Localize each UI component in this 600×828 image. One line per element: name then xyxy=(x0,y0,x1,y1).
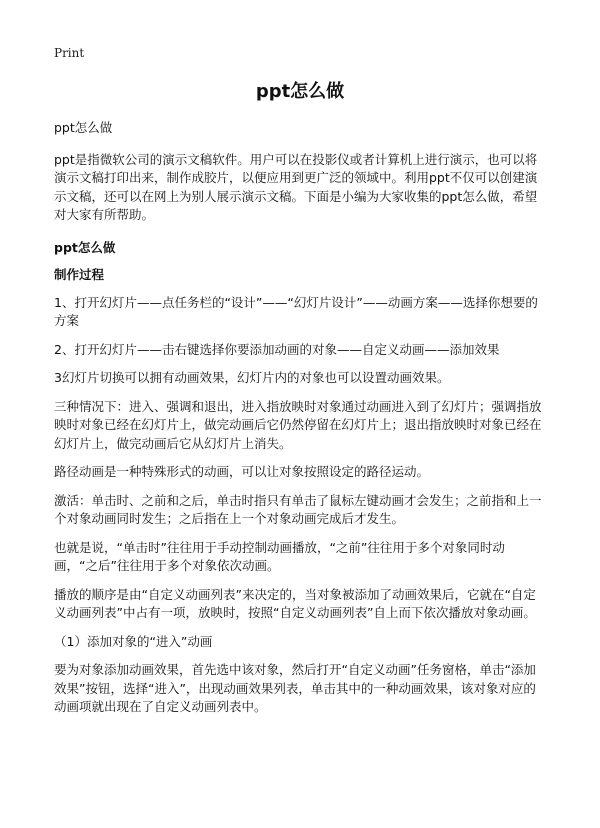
section-heading: ppt怎么做 xyxy=(54,239,116,255)
paragraph-step-1: 1、打开幻灯片——点任务栏的“设计”——“幻灯片设计”——动画方案——选择你想要的方案 xyxy=(54,294,538,328)
paragraph-add-entrance: （1）添加对象的“进入”动画 xyxy=(54,633,213,649)
paragraph-play-order: 播放的顺序是由“自定义动画列表”来决定的，当对象被添加了动画效果后，它就在“自定义动画列表”中占有一项，放映时，按照“自定义动画列表”自上而下依次播放对象动画。 xyxy=(54,586,536,620)
paragraph-intro: ppt是指微软公司的演示文稿软件。用户可以在投影仪或者计算机上进行演示，也可以将演示文稿打印出来，制作成胶片，以便应用到更广泛的领域中。利用ppt不仅可以创建演示文稿，还可以在网上为别人展示演示文稿。下面是小编为大家收集的ppt怎么做，希望对大家有所帮助。 xyxy=(54,151,538,222)
print-label: Print xyxy=(54,46,85,60)
paragraph-add-effect-steps: 要为对象添加动画效果，首先选中该对象，然后打开“自定义动画”任务窗格，单击“添加效果”按钮，选择“进入”，出现动画效果列表，单击其中的一种动画效果，该对象对应的动画项就出现在了自定义动画列表中。 xyxy=(54,662,536,714)
paragraph-step-3: 3幻灯片切换可以拥有动画效果，幻灯片内的对象也可以设置动画效果。 xyxy=(54,370,450,385)
paragraph-path-animation: 路径动画是一种特殊形式的动画，可以让对象按照设定的路径运动。 xyxy=(54,464,430,479)
paragraph-step-2: 2、打开幻灯片——击右键选择你要添加动画的对象——自定义动画——添加效果 xyxy=(54,341,500,357)
section-heading-process: 制作过程 xyxy=(54,267,105,282)
paragraph-explanation: 也就是说，“单击时”往往用于手动控制动画播放，“之前”往往用于多个对象同时动画，“之后”往往用于多个对象依次动画。 xyxy=(54,539,505,573)
document-body xyxy=(54,119,546,717)
paragraph-subtitle: ppt怎么做 xyxy=(54,120,113,135)
paragraph-three-cases: 三种情况下：进入、强调和退出，进入指放映时对象通过动画进入到了幻灯片；强调指放映时对象已经在幻灯片上，做完动画后它仍然停留在幻灯片上；退出指放映时对象已经在幻灯片上，做完动画后它从幻灯片上消失。 xyxy=(54,398,542,451)
paragraph-activation: 激活：单击时、之前和之后，单击时指只有单击了鼠标左键动画才会发生；之前指和上一个对象动画同时发生；之后指在上一个对象动画完成后才发生。 xyxy=(54,492,542,526)
page-title: ppt怎么做 xyxy=(255,81,345,102)
